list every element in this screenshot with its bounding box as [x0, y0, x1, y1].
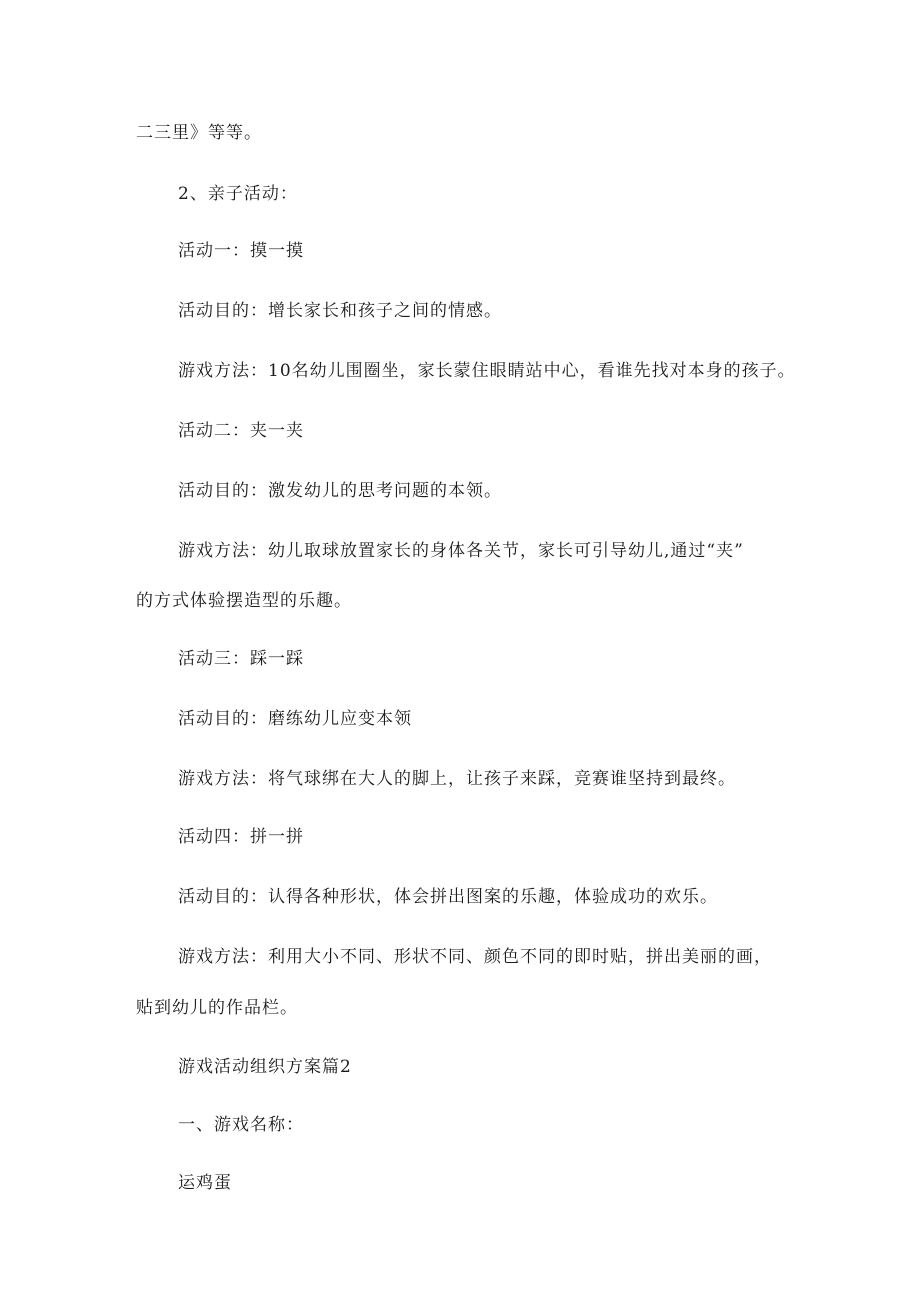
activity-2-goal: 活动目的：激发幼儿的思考问题的本领。	[178, 481, 502, 501]
activity-4-goal: 活动目的：认得各种形状，体会拼出图案的乐趣，体验成功的欢乐。	[178, 887, 718, 907]
activity-3-goal: 活动目的：磨练幼儿应变本领	[178, 709, 412, 729]
activity-1-title: 活动一：摸一摸	[178, 241, 304, 261]
subheading-game-name: 一、游戏名称：	[178, 1115, 304, 1135]
activity-3-method: 游戏方法：将气球绑在大人的脚上，让孩子来踩，竞赛谁坚持到最终。	[178, 769, 736, 789]
activity-1-goal: 活动目的：增长家长和孩子之间的情感。	[178, 301, 502, 321]
game-name-value: 运鸡蛋	[178, 1173, 232, 1193]
activity-2-title: 活动二：夹一夹	[178, 421, 304, 441]
activity-4-method: 游戏方法：利用大小不同、形状不同、颜色不同的即时贴，拼出美丽的画，	[178, 947, 772, 967]
section-title-plan-2: 游戏活动组织方案篇2	[178, 1057, 352, 1077]
activity-3-title: 活动三：踩一踩	[178, 649, 304, 669]
paragraph-continuation: 二三里》等等。	[136, 123, 262, 143]
activity-2-method-continued: 的方式体验摆造型的乐趣。	[136, 591, 352, 611]
activity-2-method: 游戏方法：幼儿取球放置家长的身体各关节，家长可引导幼儿,通过“夹”	[178, 541, 744, 561]
section-heading-parent-child-activity: 2、亲子活动：	[178, 184, 298, 204]
activity-4-title: 活动四：拼一拼	[178, 827, 304, 847]
activity-1-method: 游戏方法：10名幼儿围圈坐，家长蒙住眼睛站中心，看谁先找对本身的孩子。	[178, 361, 796, 381]
activity-4-method-continued: 贴到幼儿的作品栏。	[136, 998, 298, 1018]
